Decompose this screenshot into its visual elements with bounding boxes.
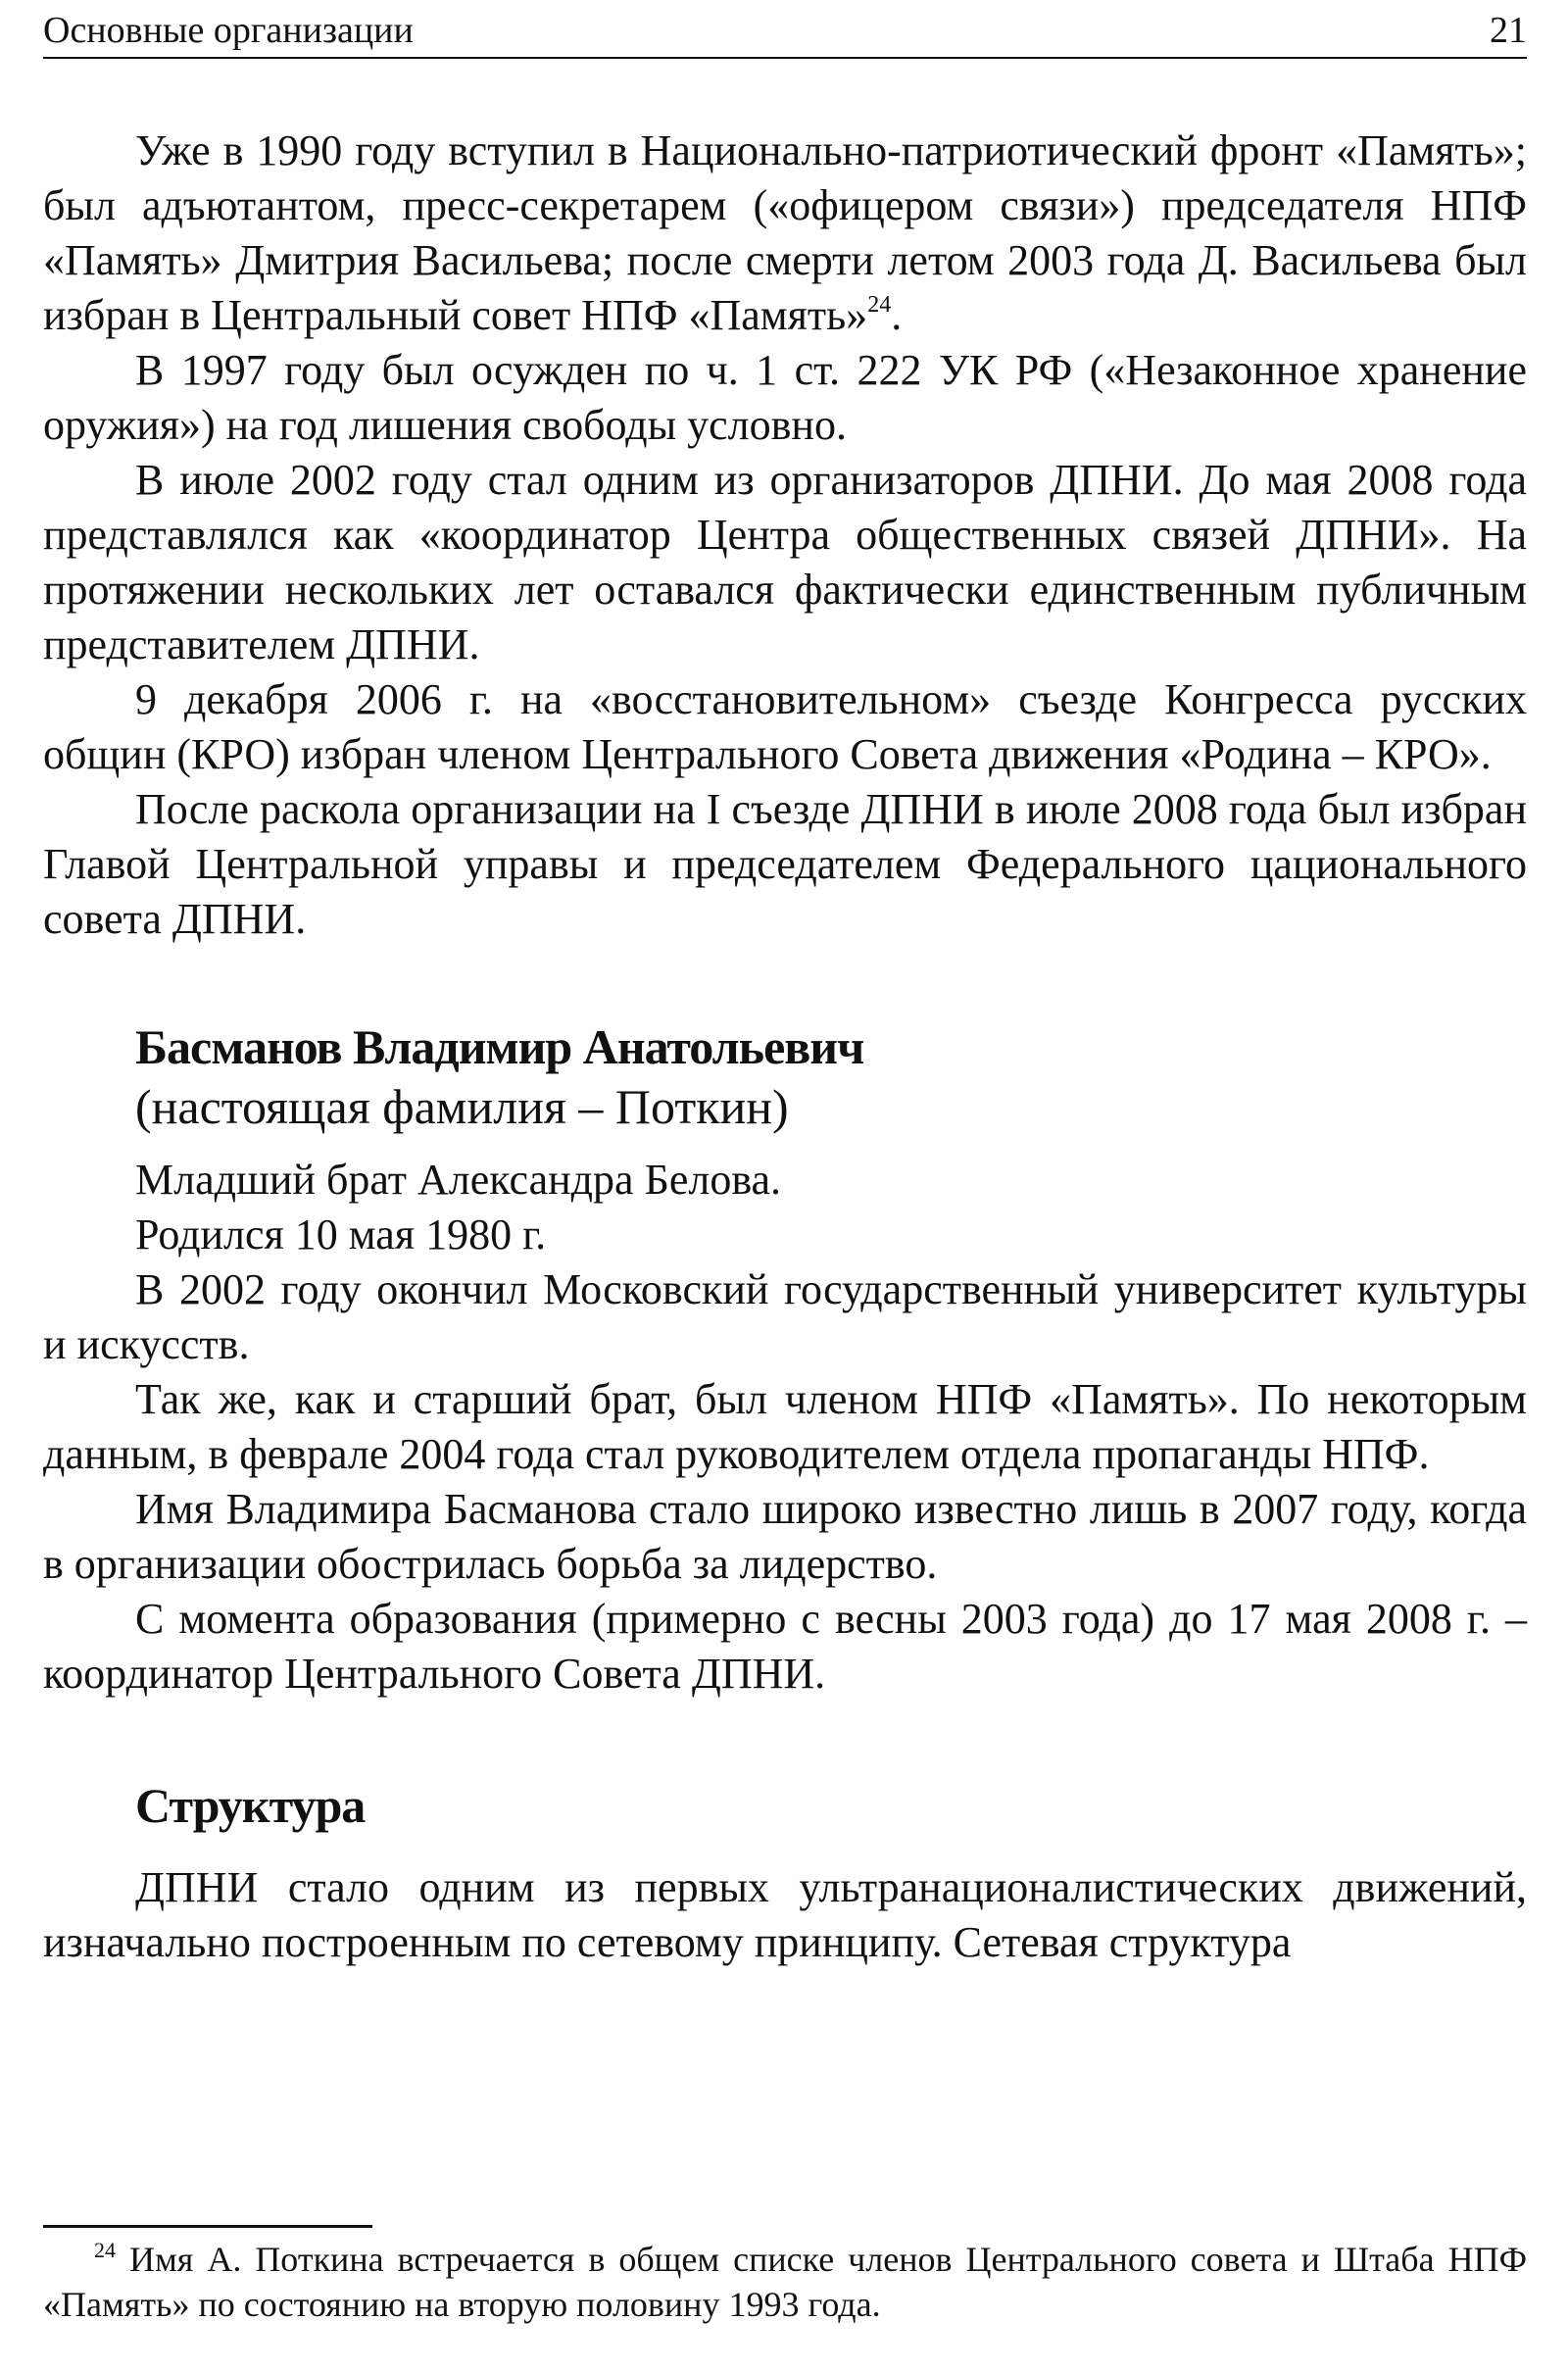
- paragraph: С момента образования (примерно с весны 2003 года) до 17 мая 2008 г. – координатор Центрального Совета ДПНИ.: [43, 1595, 1527, 1698]
- paragraph: Младший брат Александра Белова.: [135, 1156, 782, 1204]
- footnote-reference[interactable]: 24: [867, 292, 892, 318]
- footnote-number: 24: [94, 2238, 116, 2262]
- paragraph: Уже в 1990 году вступил в Национально-патриотический фронт «Память»; был адъютантом, пресс-секретарем («офицером связи») председателя НПФ «Память» Дмитрия Васильева; после смерти летом 2003 года Д. Васильева был избран в Центральный совет НПФ «Память»$^{24}$.: [43, 126, 1527, 339]
- paragraph: 9 декабря 2006 г. на «восстановительном» съезде Конгресса русских общин (КРО) избран членом Центрального Совета движения «Родина – КРО».: [43, 675, 1527, 778]
- person-name-heading: Басманов Владимир Анатольевич: [135, 1019, 864, 1074]
- running-head-title: Основные организации: [43, 10, 414, 51]
- footnote-text: Имя А. Поткина встречается в общем списке членов Центрального совета и Штаба НПФ «Память» по состоянию на вторую половину 1993 года.: [43, 2240, 1528, 2324]
- paragraph: В 2002 году окончил Московский государственный университет культуры и искусств.: [43, 1265, 1527, 1368]
- paragraph: Так же, как и старший брат, был членом НПФ «Память». По некоторым данным, в феврале 2004 года стал руководителем отдела пропаганды НПФ.: [43, 1375, 1527, 1478]
- paragraph: Родился 10 мая 1980 г.: [135, 1210, 547, 1259]
- footnote-divider: [43, 2225, 372, 2228]
- page-number: 21: [1490, 10, 1527, 51]
- running-head: [43, 4, 1527, 59]
- page-body: [43, 123, 1527, 1970]
- paragraph: Имя Владимира Басманова стало широко известно лишь в 2007 году, когда в организации обострилась борьба за лидерство.: [43, 1485, 1527, 1588]
- section-heading-structure: Структура: [135, 1778, 366, 1833]
- paragraph: После раскола организации на I съезде ДПНИ в июле 2008 года был избран Главой Центральной управы и председателем Федерального цационального совета ДПНИ.: [43, 785, 1527, 943]
- paragraph: В 1997 году был осужден по ч. 1 ст. 222 УК РФ («Незаконное хранение оружия») на год лишения свободы условно.: [43, 346, 1527, 449]
- footnote: [43, 2237, 1527, 2327]
- person-name-subtitle: (настоящая фамилия – Поткин): [135, 1079, 789, 1134]
- paragraph: ДПНИ стало одним из первых ультранационалистических движений, изначально построенным по сетевому принципу. Сетевая структура: [43, 1863, 1527, 1966]
- paragraph: В июле 2002 году стал одним из организаторов ДПНИ. До мая 2008 года представлялся как «координатор Центра общественных связей ДПНИ». На протяжении нескольких лет оставался фактически единственным публичным представителем ДПНИ.: [43, 456, 1527, 668]
